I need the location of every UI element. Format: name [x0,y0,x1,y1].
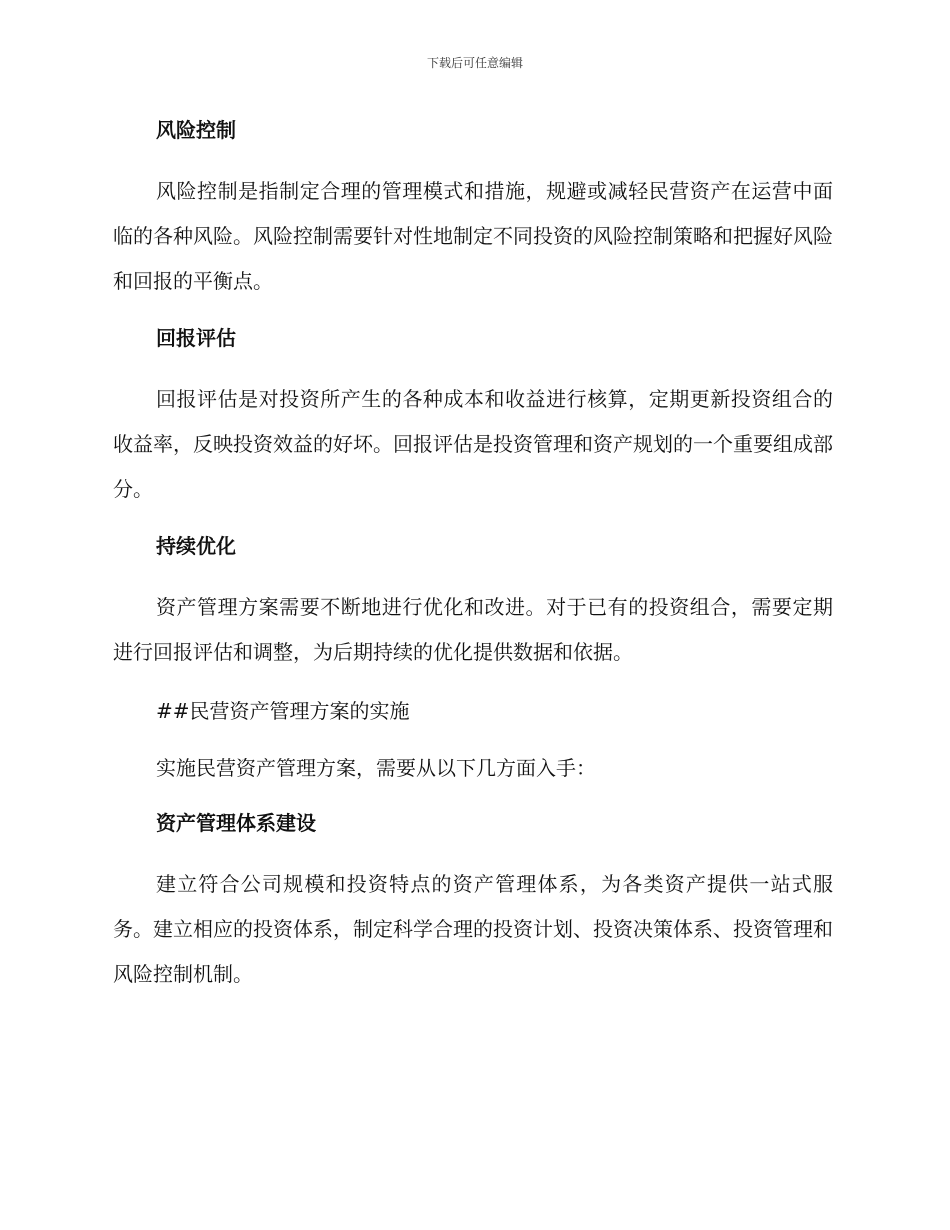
markdown-heading-line: ##民营资产管理方案的实施 [156,699,410,723]
section-heading-return-evaluation: 回报评估 [156,326,236,350]
section-heading-risk-control: 风险控制 [156,118,236,142]
intro-line: 实施民营资产管理方案，需要从以下几方面入手： [156,756,596,780]
section-paragraph-return-evaluation: 回报评估是对投资所产生的各种成本和收益进行核算，定期更新投资组合的收益率，反映投资效益的好坏。回报评估是投资管理和资产规划的一个重要组成部分。 [113,387,833,501]
section-heading-continuous-optimization: 持续优化 [156,534,236,558]
section-paragraph-continuous-optimization: 资产管理方案需要不断地进行优化和改进。对于已有的投资组合，需要定期进行回报评估和调整，为后期持续的优化提供数据和依据。 [113,595,833,664]
page-header: 下载后可任意编辑 [426,56,523,70]
section-heading-asset-management-system: 资产管理体系建设 [156,811,316,835]
document-body [113,110,833,1011]
section-paragraph-asset-management-system: 建立符合公司规模和投资特点的资产管理体系，为各类资产提供一站式服务。建立相应的投资体系，制定科学合理的投资计划、投资决策体系、投资管理和风险控制机制。 [113,872,833,986]
section-paragraph-risk-control: 风险控制是指制定合理的管理模式和措施，规避或减轻民营资产在运营中面临的各种风险。风险控制需要针对性地制定不同投资的风险控制策略和把握好风险和回报的平衡点。 [113,179,833,293]
